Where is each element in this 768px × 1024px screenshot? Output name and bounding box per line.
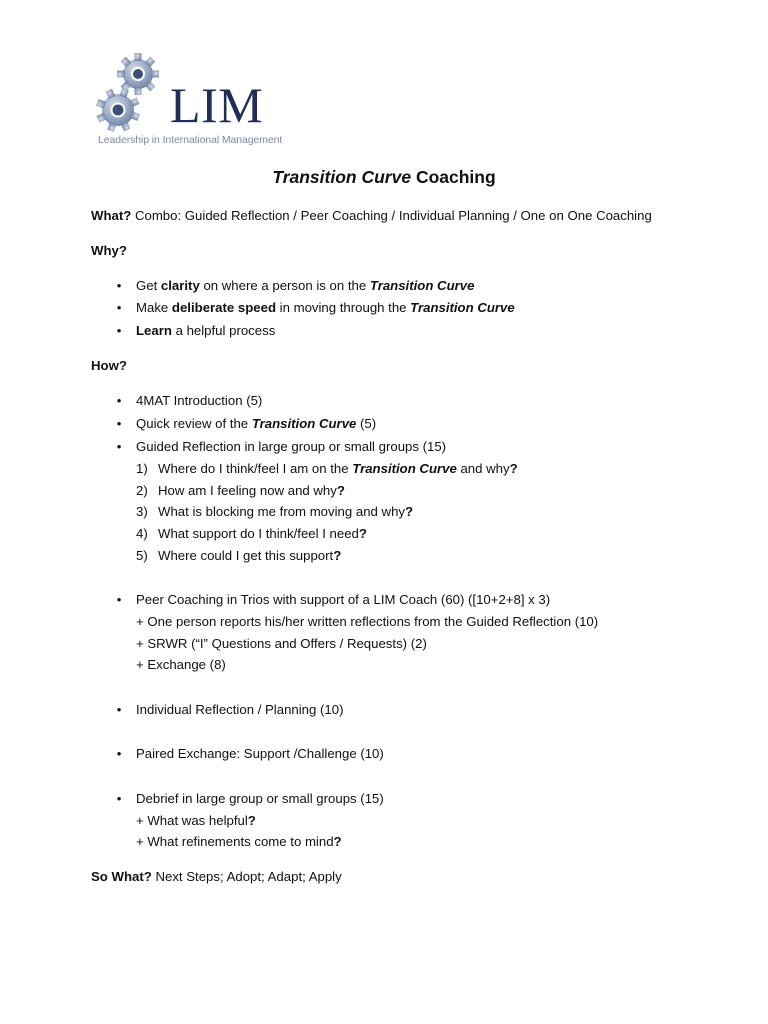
how-review-italic: Transition Curve	[251, 416, 357, 431]
bullet-icon: •	[116, 746, 122, 761]
logo-tagline: Leadership in International Management	[98, 134, 283, 146]
why-item-2-c: in moving through the	[276, 300, 411, 315]
sowhat-label: So What?	[91, 869, 152, 884]
question-mark: ?	[405, 504, 414, 519]
lim-logo	[94, 50, 314, 150]
what-line	[91, 207, 652, 225]
question-5	[136, 547, 342, 565]
why-item-2-a: Make	[136, 300, 172, 315]
logo-wordmark: LIM	[170, 77, 264, 133]
bullet-icon: •	[116, 393, 122, 408]
debrief-line-2	[136, 833, 342, 851]
how-label: How?	[91, 358, 127, 373]
how-intro: 4MAT Introduction (5)	[136, 393, 263, 408]
question-num: 1)	[136, 461, 148, 476]
how-paired: Paired Exchange: Support /Challenge (10)	[136, 746, 384, 761]
bullet-icon: •	[116, 278, 122, 293]
why-item-3-c: a helpful process	[171, 323, 276, 338]
question-num: 3)	[136, 504, 148, 519]
bullet-icon: •	[116, 323, 122, 338]
question-2	[136, 482, 345, 500]
peer-line-1: + One person reports his/her written reflections from the Guided Reflection (10)	[136, 614, 599, 629]
question-1	[136, 460, 518, 478]
why-item-1-bold: clarity	[160, 278, 200, 293]
how-review	[136, 415, 376, 433]
debrief-line-text: + What was helpful	[136, 813, 248, 828]
question-mark: ?	[336, 483, 345, 498]
why-item-1-italic: Transition Curve	[369, 278, 475, 293]
sowhat-line	[91, 868, 342, 886]
question-num: 5)	[136, 548, 148, 563]
bullet-icon: •	[116, 416, 122, 431]
what-text: Combo: Guided Reflection / Peer Coaching / Individual Planning / One on One Coaching	[131, 208, 652, 223]
question-num: 4)	[136, 526, 148, 541]
question-text: What is blocking me from moving and why	[158, 504, 405, 519]
question-num: 2)	[136, 483, 148, 498]
why-item-3-bold: Learn	[136, 323, 172, 338]
why-item-3	[136, 322, 275, 340]
question-text: What support do I think/feel I need	[158, 526, 359, 541]
page-title	[0, 167, 768, 188]
question-text: How am I feeling now and why	[158, 483, 337, 498]
bullet-icon: •	[116, 300, 122, 315]
how-guided: Guided Reflection in large group or small groups (15)	[136, 439, 447, 454]
bullet-icon: •	[116, 702, 122, 717]
title-italic: Transition Curve	[272, 167, 412, 187]
debrief-line-text: + What refinements come to mind	[136, 834, 334, 849]
why-label: Why?	[91, 243, 127, 258]
bullet-icon: •	[116, 592, 122, 607]
sowhat-text: Next Steps; Adopt; Adapt; Apply	[151, 869, 342, 884]
question-mark: ?	[509, 461, 518, 476]
question-text-end: and why	[456, 461, 510, 476]
why-item-2	[136, 299, 515, 317]
question-mark: ?	[333, 834, 342, 849]
why-item-1	[136, 277, 474, 295]
peer-title: Peer Coaching in Trios with support of a LIM Coach (60) ([10+2+8] x 3)	[136, 592, 551, 607]
why-item-2-bold: deliberate speed	[171, 300, 276, 315]
gears-icon	[94, 50, 174, 140]
bullet-icon: •	[116, 791, 122, 806]
how-individual: Individual Reflection / Planning (10)	[136, 702, 344, 717]
peer-line-2: + SRWR (“I” Questions and Offers / Requests) (2)	[136, 636, 427, 651]
question-mark: ?	[333, 548, 342, 563]
title-rest: Coaching	[411, 167, 496, 187]
question-4	[136, 525, 367, 543]
debrief-line-1	[136, 812, 256, 830]
what-label: What?	[91, 208, 132, 223]
debrief-title: Debrief in large group or small groups (15)	[136, 791, 384, 806]
why-item-1-a: Get	[136, 278, 161, 293]
bullet-icon: •	[116, 439, 122, 454]
peer-line-3: + Exchange (8)	[136, 657, 226, 672]
how-review-a: Quick review of the	[136, 416, 252, 431]
question-text: Where do I think/feel I am on the	[158, 461, 353, 476]
question-3	[136, 503, 414, 521]
why-item-1-c: on where a person is on the	[199, 278, 370, 293]
why-item-2-italic: Transition Curve	[410, 300, 515, 315]
question-italic: Transition Curve	[352, 461, 457, 476]
question-text: Where could I get this support	[158, 548, 334, 563]
question-mark: ?	[247, 813, 256, 828]
how-review-c: (5)	[356, 416, 377, 431]
question-mark: ?	[358, 526, 367, 541]
